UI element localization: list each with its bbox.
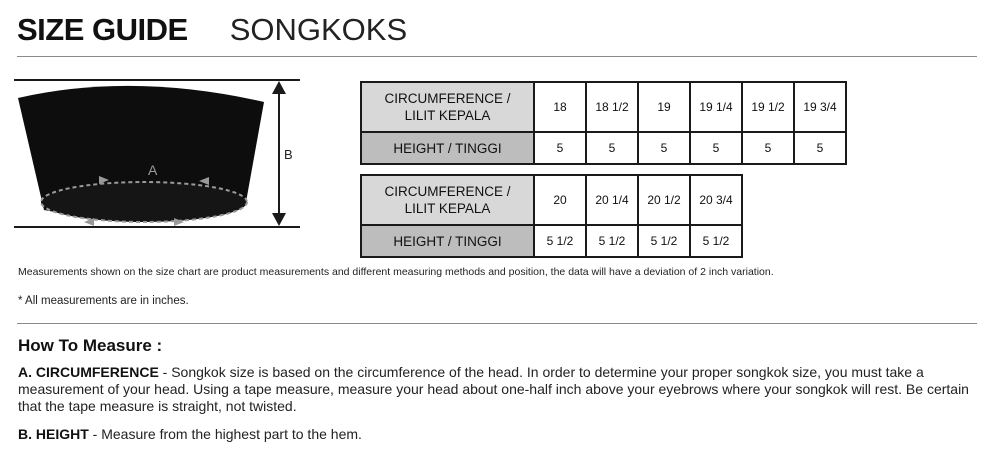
circumference-instructions xyxy=(18,364,978,415)
height-cell: 5 xyxy=(794,132,846,164)
how-to-measure-title: How To Measure : xyxy=(18,336,163,355)
page-header xyxy=(17,12,407,52)
height-cell: 5 xyxy=(638,132,690,164)
height-cell: 5 1/2 xyxy=(586,225,638,257)
circumference-header: CIRCUMFERENCE / LILIT KEPALA xyxy=(361,175,534,225)
circumference-cell: 18 xyxy=(534,82,586,132)
title-size-guide: SIZE GUIDE xyxy=(17,12,188,47)
circumference-ellipse xyxy=(41,182,247,222)
circumference-cell: 18 1/2 xyxy=(586,82,638,132)
height-instructions xyxy=(18,426,978,443)
height-cell: 5 1/2 xyxy=(638,225,690,257)
table-row-height xyxy=(361,132,846,164)
height-cell: 5 1/2 xyxy=(534,225,586,257)
arrow-b-down-icon xyxy=(272,213,286,226)
label-a: A xyxy=(148,162,158,178)
height-cell: 5 xyxy=(742,132,794,164)
height-text: - Measure from the highest part to the hem. xyxy=(88,426,362,442)
size-table-2 xyxy=(360,174,743,258)
circumference-cell: 19 3/4 xyxy=(794,82,846,132)
circumference-label: A. CIRCUMFERENCE xyxy=(18,364,159,380)
circumference-cell: 20 1/2 xyxy=(638,175,690,225)
circumference-cell: 19 xyxy=(638,82,690,132)
circumference-cell: 20 3/4 xyxy=(690,175,742,225)
height-label: B. HEIGHT xyxy=(18,426,89,442)
songkok-illustration xyxy=(14,72,304,237)
units-note: * All measurements are in inches. xyxy=(18,295,189,307)
table-row-height xyxy=(361,225,742,257)
height-header: HEIGHT / TINGGI xyxy=(361,132,534,164)
circumference-cell: 20 xyxy=(534,175,586,225)
table-row-circumference xyxy=(361,175,742,225)
height-cell: 5 1/2 xyxy=(690,225,742,257)
table-row-circumference xyxy=(361,82,846,132)
arrow-b-up-icon xyxy=(272,81,286,94)
size-table-1 xyxy=(360,81,847,165)
circumference-cell: 20 1/4 xyxy=(586,175,638,225)
height-cell: 5 xyxy=(690,132,742,164)
circumference-text: - Songkok size is based on the circumference of the head. In order to determine your proper songkok size, you must take a measurement of your head. Using a tape measure, measure your head about one-half inch above your eyebrows where your songkok will rest. Be certain that the tape measure is straight, not twisted. xyxy=(18,364,969,414)
circumference-cell: 19 1/4 xyxy=(690,82,742,132)
circumference-cell: 19 1/2 xyxy=(742,82,794,132)
height-header: HEIGHT / TINGGI xyxy=(361,225,534,257)
title-songkoks: SONGKOKS xyxy=(229,12,408,47)
height-cell: 5 xyxy=(586,132,638,164)
section-divider xyxy=(17,323,977,324)
header-divider xyxy=(17,56,977,57)
deviation-note: Measurements shown on the size chart are product measurements and different measuring methods and position, the data will have a deviation of 2 inch variation. xyxy=(18,266,774,278)
label-b: B xyxy=(284,147,293,162)
height-cell: 5 xyxy=(534,132,586,164)
circumference-header: CIRCUMFERENCE / LILIT KEPALA xyxy=(361,82,534,132)
